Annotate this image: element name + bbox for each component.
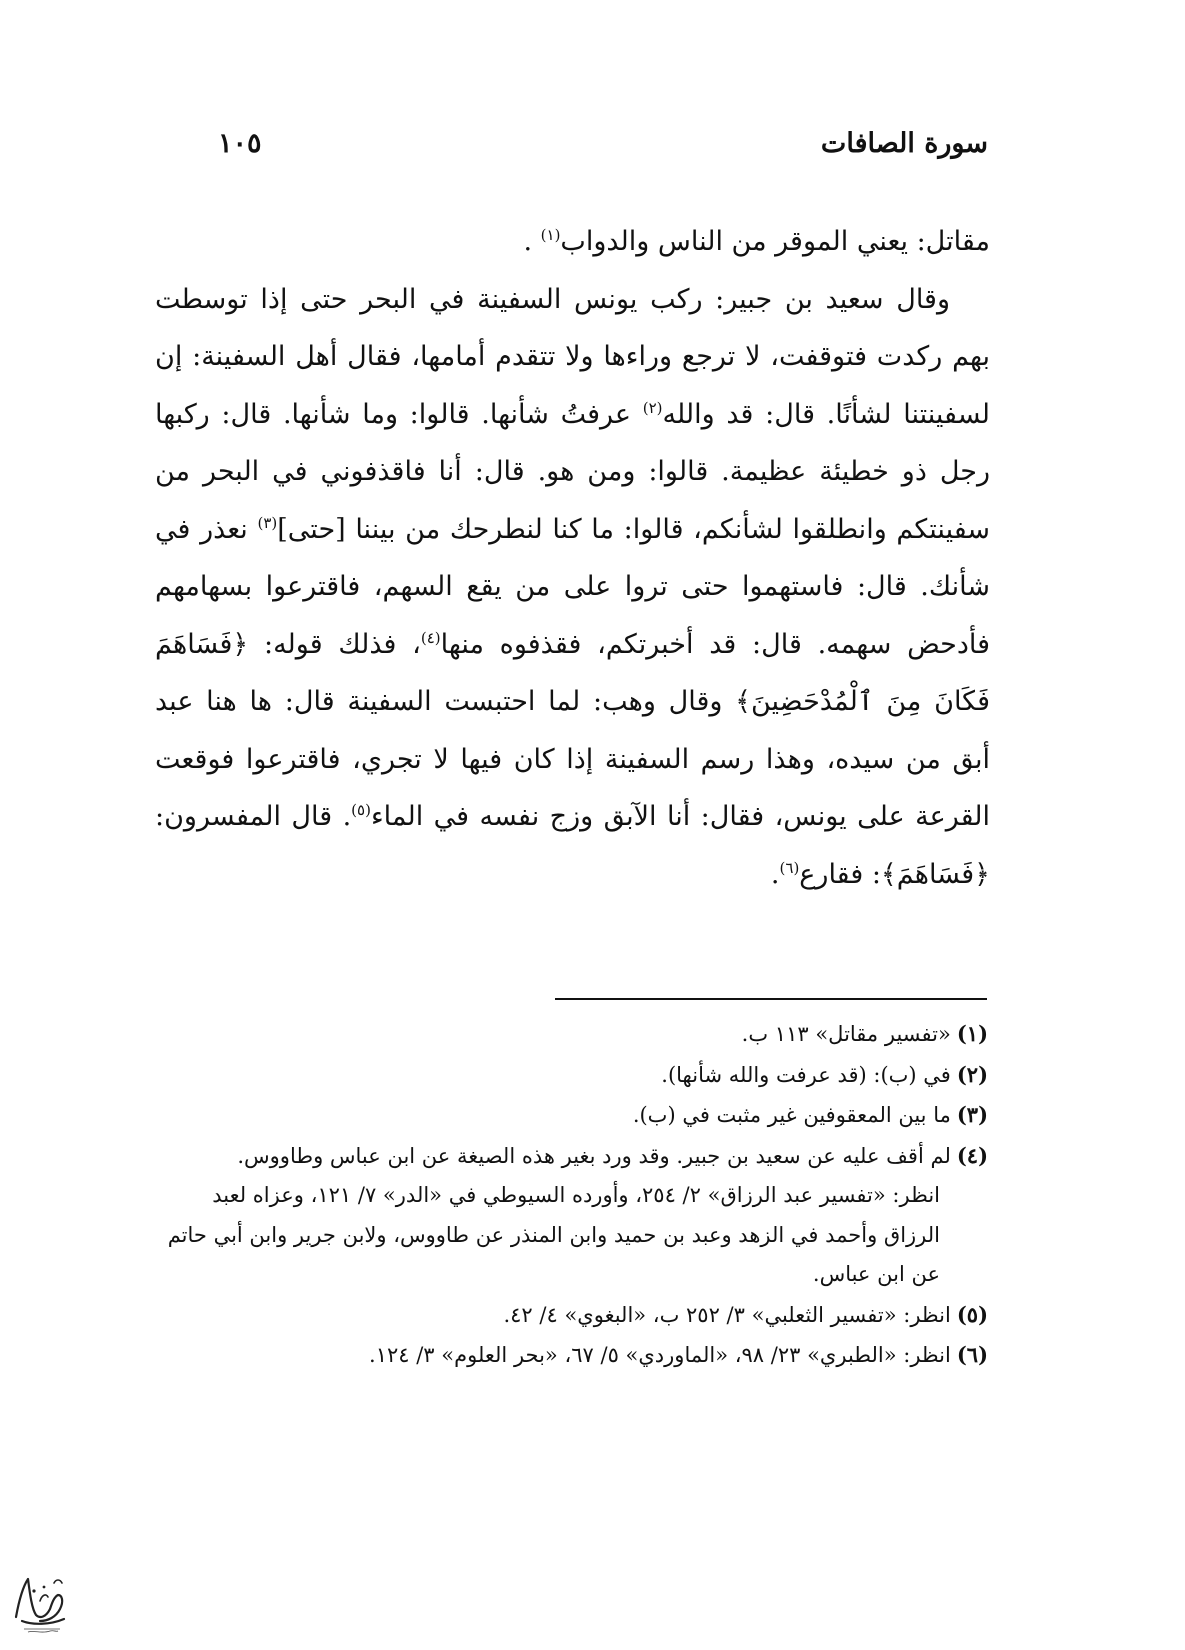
footnote-number: (٢) xyxy=(956,1061,988,1087)
quran-verse-1: ﴿فَسَاهَمَ فَكَانَ مِنَ ٱلْمُدْحَضِينَ﴾ xyxy=(155,628,990,717)
footnote-3 xyxy=(160,1095,988,1136)
p1-text: مقاتل: يعني الموقر من الناس والدواب xyxy=(560,226,990,257)
p2-segment-a: وقال سعيد بن جبير: ركب يونس السفينة في البحر حتى إذا توسطت بهم ركدت فتوقفت، لا ترجع وراءها ولا تتقدم أمامها، فقال أهل السفينة: إن لسفينتنا لشأنًا. قال: قد والله xyxy=(155,283,991,430)
calligraphy-logo-icon xyxy=(10,1565,70,1637)
footnote-ref-3: (٣) xyxy=(257,513,278,532)
p2-segment-d: ، فذلك قوله: xyxy=(248,628,421,660)
footnote-ref-4: (٤) xyxy=(420,628,441,647)
footnote-ref-6: (٦) xyxy=(779,858,800,877)
p2-segment-e: وقال وهب: لما احتبست السفينة قال: ها هنا عبد أبق من سيده، وهذا رسم السفينة إذا كان فيها لا تجري، فاقترعوا فوقعت القرعة على يونس، فقال: أنا الآبق وزج نفسه في الماء xyxy=(155,686,990,832)
footnote-ref-2: (٢) xyxy=(642,398,663,417)
footnote-text: «تفسير مقاتل» ١١٣ ب. xyxy=(741,1022,951,1046)
footnote-ref-5: (٥) xyxy=(351,801,371,819)
footnote-divider xyxy=(555,998,987,1000)
p2-segment-b: عرفتُ شأنها. قالوا: وما شأنها. قال: ركبها رجل ذو خطيئة عظيمة. قالوا: ومن هو. قال: أنا فاقذفوني في البحر من سفينتكم وانطلقوا لشأنكم، قالوا: ما كنا لنطرحك من بيننا [حتى] xyxy=(155,398,990,545)
footnote-number: (٣) xyxy=(956,1102,988,1127)
footnote-text: انظر: «تفسير الثعلبي» ٣/ ٢٥٢ ب، «البغوي» ٤/ ٤٢. xyxy=(503,1302,951,1327)
p2-segment-c: نعذر في شأنك. قال: فاستهموا حتى تروا على من يقع السهم، فاقترعوا بسهامهم فأدحض سهمه. قال: قد أخبرتكم، فقذفوه منها xyxy=(155,513,990,660)
footnote-text: انظر: «الطبري» ٢٣/ ٩٨، «الماوردي» ٥/ ٦٧، «بحر العلوم» ٣/ ١٢٤. xyxy=(369,1343,951,1367)
p2-segment-g: : فقارع xyxy=(799,858,881,890)
footnote-number: (٥) xyxy=(956,1301,988,1327)
footnote-text: لم أقف عليه عن سعيد بن جبير. وقد ورد بغير هذه الصيغة عن ابن عباس وطاووس. xyxy=(237,1143,951,1168)
footnote-5 xyxy=(160,1295,988,1336)
p1-end: . xyxy=(523,226,541,257)
footnote-6 xyxy=(160,1335,988,1376)
paragraph-1 xyxy=(155,213,990,271)
footnote-4 xyxy=(160,1136,988,1177)
footnotes xyxy=(160,1014,988,1376)
surah-title: سورة الصافات xyxy=(820,128,988,159)
footnote-number: (٦) xyxy=(956,1342,988,1367)
main-text xyxy=(155,213,990,903)
p2-segment-f: . قال المفسرون: xyxy=(155,801,352,832)
calligraphy-watermark-logo xyxy=(10,1565,70,1637)
footnote-4-continuation: انظر: «تفسير عبد الرزاق» ٢/ ٢٥٤، وأورده السيوطي في «الدر» ٧/ ١٢١، وعزاه لعبد الرزاق وأحمد في الزهد وعبد بن حميد وابن المنذر عن طاووس، ولابن جرير وابن أبي حاتم عن ابن عباس. xyxy=(167,1183,940,1286)
paragraph-2 xyxy=(155,271,990,904)
footnote-number: (١) xyxy=(956,1021,988,1046)
page-number: ١٠٥ xyxy=(218,128,262,159)
p2-segment-h: . xyxy=(770,858,780,890)
footnote-text: في (ب): (قد عرفت والله شأنها). xyxy=(661,1062,951,1087)
footnote-text: ما بين المعقوفين غير مثبت في (ب). xyxy=(632,1103,951,1127)
footnote-1 xyxy=(160,1014,988,1055)
quran-verse-2: ﴿فَسَاهَمَ﴾ xyxy=(880,858,990,890)
footnote-2 xyxy=(160,1055,988,1096)
page-header xyxy=(218,128,988,172)
footnote-number: (٤) xyxy=(956,1142,988,1168)
footnote-ref-1: (١) xyxy=(540,226,561,244)
